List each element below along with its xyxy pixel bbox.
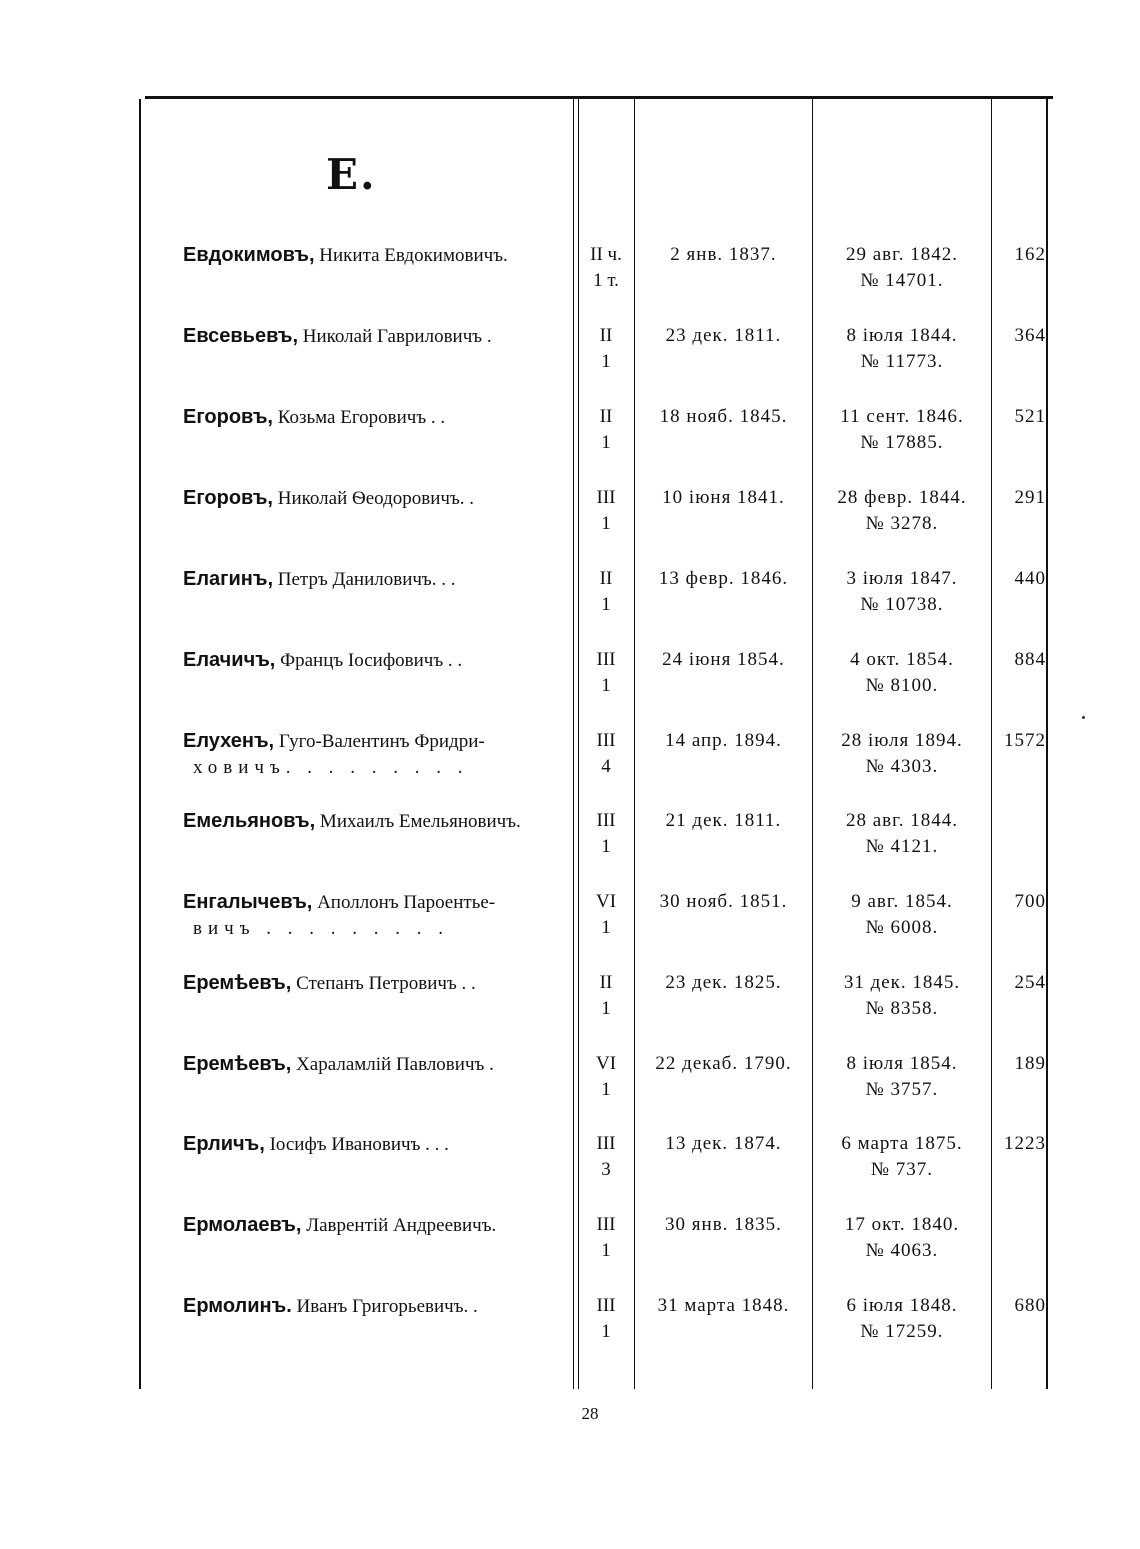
decree-cell	[813, 728, 991, 780]
given-name: Козьма Егоровичъ . .	[277, 407, 446, 428]
birth-date: 2 янв. 1837.	[670, 244, 777, 265]
decree-date: 28 февр. 1844.	[837, 487, 967, 508]
table-row	[0, 1293, 1140, 1371]
person-name	[183, 1293, 561, 1320]
name-continuation: ховичъ. . . . . . . . .	[193, 757, 469, 778]
decree-number: № 6008.	[865, 917, 939, 938]
decree-cell	[813, 1293, 991, 1345]
decree-date: 28 авг. 1844.	[845, 810, 959, 831]
volume-cell	[578, 647, 634, 699]
birth-date: 21 дек. 1811.	[665, 810, 782, 831]
birth-date: 13 февр. 1846.	[658, 568, 789, 589]
decree-date: 9 авг. 1854.	[851, 891, 953, 912]
surname: Еремѣевъ,	[183, 1053, 292, 1075]
volume-part: II	[599, 406, 613, 427]
person-name	[183, 1131, 561, 1158]
decree-number: № 17885.	[860, 432, 944, 453]
decree-cell	[813, 485, 991, 537]
table-row	[0, 1051, 1140, 1129]
volume-tome: 3	[601, 1159, 611, 1180]
birth-date: 31 марта 1848.	[657, 1295, 790, 1316]
decree-number: № 4063.	[865, 1240, 939, 1261]
volume-cell	[578, 1131, 634, 1183]
volume-tome: 1	[601, 351, 611, 372]
decree-date: 31 дек. 1845.	[843, 972, 961, 993]
surname: Евдокимовъ,	[183, 244, 315, 266]
table-row	[0, 889, 1140, 967]
decree-number: № 11773.	[860, 351, 944, 372]
decree-date: 28 іюля 1894.	[841, 730, 963, 751]
decree-number: № 10738.	[860, 594, 944, 615]
decree-cell	[813, 647, 991, 699]
person-name	[183, 1212, 561, 1239]
volume-tome: 1	[601, 1321, 611, 1342]
volume-part: III	[596, 810, 616, 831]
decree-cell	[813, 242, 991, 294]
decree-date: 8 іюля 1854.	[846, 1053, 958, 1074]
decree-number: № 17259.	[860, 1321, 944, 1342]
person-name	[183, 1051, 561, 1078]
birth-date: 23 дек. 1825.	[665, 972, 782, 993]
given-name: Петръ Даниловичъ. . .	[277, 569, 456, 590]
table-row	[0, 404, 1140, 482]
section-letter: Е.	[326, 150, 377, 199]
surname: Енгалычевъ,	[183, 891, 313, 913]
birth-date: 24 іюня 1854.	[662, 649, 785, 670]
decree-date: 3 іюля 1847.	[846, 568, 958, 589]
volume-tome: 1	[601, 917, 611, 938]
record-number: 884	[1014, 649, 1046, 670]
surname: Ермолаевъ,	[183, 1214, 302, 1236]
decree-cell	[813, 323, 991, 375]
decree-number: № 4121.	[865, 836, 939, 857]
given-name: Никита Евдокимовичъ.	[319, 245, 508, 266]
table-row	[0, 323, 1140, 401]
surname: Емельяновъ,	[183, 810, 316, 832]
person-name	[183, 889, 561, 942]
volume-tome: 1	[601, 432, 611, 453]
decree-cell	[813, 404, 991, 456]
decree-cell	[813, 808, 991, 860]
decree-number: № 14701.	[860, 270, 944, 291]
record-number: 1223	[1004, 1133, 1046, 1154]
table-row	[0, 1212, 1140, 1290]
table-row	[0, 242, 1140, 320]
volume-cell	[578, 970, 634, 1022]
volume-tome: 1	[601, 1240, 611, 1261]
person-name	[183, 808, 561, 835]
decree-date: 6 марта 1875.	[841, 1133, 963, 1154]
table-row	[0, 1131, 1140, 1209]
record-number: 162	[1014, 244, 1046, 265]
decree-date: 4 окт. 1854.	[850, 649, 954, 670]
given-name: Лаврентій Андреевичъ.	[306, 1215, 497, 1236]
given-name: Михаилъ Емельяновичъ.	[319, 811, 521, 832]
decree-cell	[813, 970, 991, 1022]
volume-tome: 1	[601, 1079, 611, 1100]
volume-cell	[578, 1212, 634, 1264]
person-name	[183, 647, 561, 674]
volume-part: III	[596, 649, 616, 670]
table-row	[0, 808, 1140, 886]
person-name	[183, 970, 561, 997]
volume-tome: 1 т.	[593, 270, 619, 291]
top-rule	[145, 96, 1053, 99]
decree-number: № 8100.	[865, 675, 939, 696]
decree-cell	[813, 1051, 991, 1103]
surname: Елухенъ,	[183, 730, 275, 752]
decree-number: № 8358.	[865, 998, 939, 1019]
decree-date: 17 окт. 1840.	[844, 1214, 960, 1235]
volume-part: II	[599, 972, 613, 993]
record-number: 364	[1014, 325, 1046, 346]
record-number: 521	[1014, 406, 1046, 427]
volume-tome: 1	[601, 513, 611, 534]
given-name: Гуго-Валентинъ Фридри-	[278, 731, 485, 752]
margin-speck	[1082, 716, 1085, 719]
given-name: Францъ Іосифовичъ . .	[280, 650, 463, 671]
given-name: Иванъ Григорьевичъ. .	[296, 1296, 478, 1317]
volume-part: III	[596, 1295, 616, 1316]
volume-tome: 1	[601, 594, 611, 615]
decree-date: 11 сент. 1846.	[840, 406, 964, 427]
table-row	[0, 970, 1140, 1048]
volume-cell	[578, 404, 634, 456]
volume-cell	[578, 242, 634, 294]
surname: Елачичъ,	[183, 649, 276, 671]
volume-part: III	[596, 1214, 616, 1235]
given-name: Николай Гавриловичъ .	[302, 326, 492, 347]
volume-cell	[578, 1051, 634, 1103]
volume-tome: 1	[601, 836, 611, 857]
given-name: Аполлонъ Пароентье-	[317, 892, 496, 913]
surname: Евсевьевъ,	[183, 325, 299, 347]
surname: Егоровъ,	[183, 487, 273, 509]
person-name	[183, 404, 561, 431]
decree-date: 6 іюля 1848.	[846, 1295, 958, 1316]
record-number: 700	[1014, 891, 1046, 912]
person-name	[183, 485, 561, 512]
volume-cell	[578, 1293, 634, 1345]
record-number: 440	[1014, 568, 1046, 589]
birth-date: 10 іюня 1841.	[662, 487, 785, 508]
volume-part: II	[599, 568, 613, 589]
decree-number: № 3278.	[865, 513, 939, 534]
volume-part: II ч.	[590, 244, 622, 265]
decree-cell	[813, 889, 991, 941]
person-name	[183, 242, 561, 269]
volume-cell	[578, 323, 634, 375]
volume-tome: 1	[601, 675, 611, 696]
decree-cell	[813, 566, 991, 618]
volume-tome: 4	[601, 756, 611, 777]
record-number: 680	[1014, 1295, 1046, 1316]
birth-date: 23 дек. 1811.	[665, 325, 782, 346]
surname: Егоровъ,	[183, 406, 273, 428]
given-name: Іосифъ Ивановичъ . . .	[269, 1134, 449, 1155]
birth-date: 13 дек. 1874.	[665, 1133, 782, 1154]
volume-part: II	[599, 325, 613, 346]
surname: Еремѣевъ,	[183, 972, 292, 994]
name-continuation: вичъ . . . . . . . . .	[193, 918, 450, 939]
birth-date: 30 нояб. 1851.	[659, 891, 788, 912]
record-number: 1572	[1004, 730, 1046, 751]
volume-part: III	[596, 1133, 616, 1154]
decree-date: 8 іюля 1844.	[846, 325, 958, 346]
volume-cell	[578, 728, 634, 780]
volume-cell	[578, 808, 634, 860]
given-name: Хараламлій Павловичъ .	[296, 1054, 494, 1075]
birth-date: 14 апр. 1894.	[665, 730, 782, 751]
decree-date: 29 авг. 1842.	[845, 244, 959, 265]
person-name	[183, 566, 561, 593]
volume-cell	[578, 485, 634, 537]
person-name	[183, 323, 561, 350]
record-number: 189	[1014, 1053, 1046, 1074]
surname: Елагинъ,	[183, 568, 274, 590]
volume-part: III	[596, 487, 616, 508]
page-number: 28	[581, 1404, 599, 1423]
volume-cell	[578, 889, 634, 941]
table-row	[0, 485, 1140, 563]
decree-cell	[813, 1212, 991, 1264]
birth-date: 18 нояб. 1845.	[659, 406, 788, 427]
volume-tome: 1	[601, 998, 611, 1019]
decree-cell	[813, 1131, 991, 1183]
volume-part: VI	[595, 891, 617, 912]
surname: Ерличъ,	[183, 1133, 265, 1155]
person-name	[183, 728, 561, 781]
birth-date: 30 янв. 1835.	[665, 1214, 782, 1235]
given-name: Степанъ Петровичъ . .	[296, 973, 476, 994]
table-row	[0, 728, 1140, 806]
volume-part: VI	[595, 1053, 617, 1074]
table-row	[0, 566, 1140, 644]
decree-number: № 4303.	[865, 756, 939, 777]
volume-part: III	[596, 730, 616, 751]
table-row	[0, 647, 1140, 725]
given-name: Николай Ѳеодоровичъ. .	[277, 488, 475, 509]
decree-number: № 737.	[870, 1159, 934, 1180]
record-number: 291	[1014, 487, 1046, 508]
record-number: 254	[1014, 972, 1046, 993]
volume-cell	[578, 566, 634, 618]
surname: Ермолинъ.	[183, 1295, 292, 1317]
decree-number: № 3757.	[865, 1079, 939, 1100]
birth-date: 22 декаб. 1790.	[655, 1053, 792, 1074]
